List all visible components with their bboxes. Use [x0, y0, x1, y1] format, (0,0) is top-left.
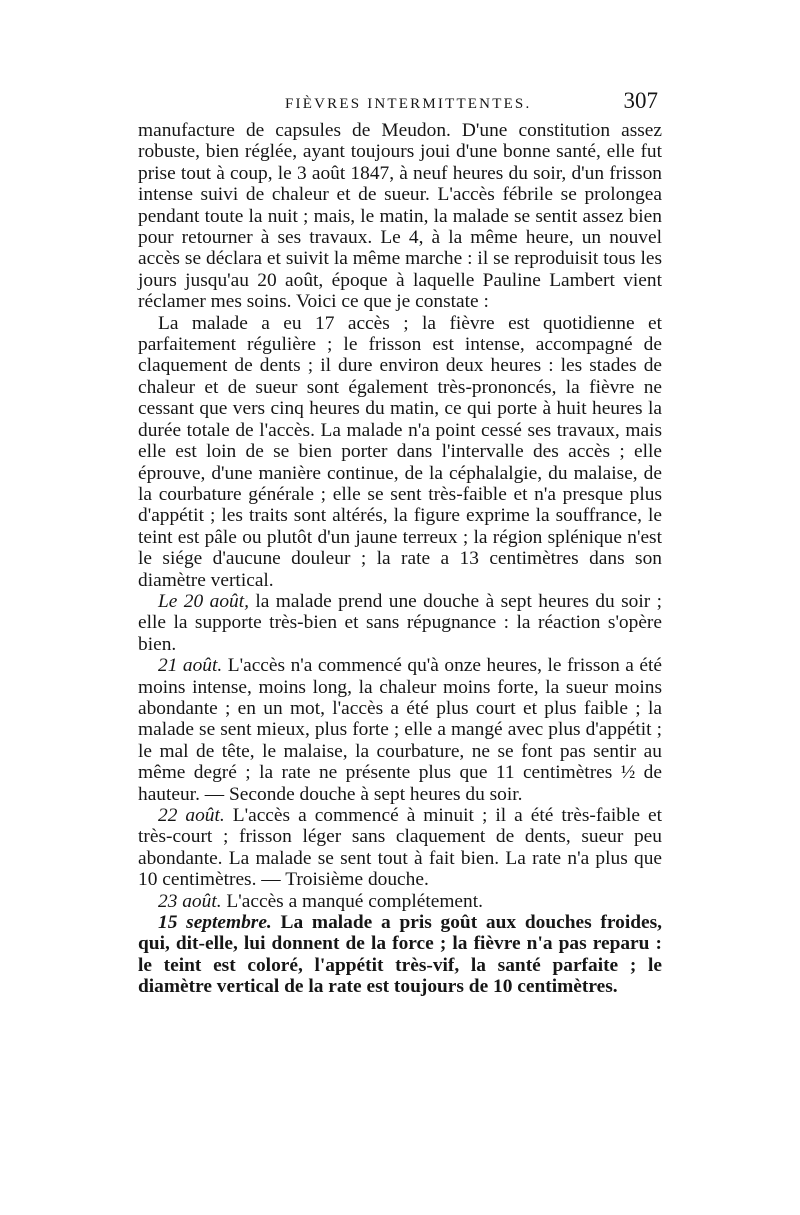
body-text — [138, 120, 662, 998]
date-label: 15 septembre. — [158, 912, 272, 934]
date-label: 23 août. — [158, 890, 222, 912]
date-label: Le 20 août, — [158, 590, 249, 612]
paragraph-20-aout: Le 20 août, la malade prend une douche à sept heures du soir ; elle la supporte très-bien et sans répugnance : la réaction s'opère bien. — [138, 590, 662, 655]
paragraph-15-septembre: 15 septembre. La malade a pris goût aux douches froides, qui, dit-elle, lui donnent de la force ; la fièvre n'a pas reparu : le teint est coloré, l'appétit très-vif, la santé parfaite ; le diamètre vertical de la rate est toujours de 10 centimètres. — [138, 912, 663, 998]
page-header — [138, 88, 658, 120]
paragraph-21-aout: 21 août. L'accès n'a commencé qu'à onze heures, le frisson a été moins intense, moins long, la chaleur moins forte, la sueur moins abondante ; en un mot, l'accès a été plus court et plus faible ; la malade se sent mieux, plus forte ; elle a mangé avec plus d'appétit ; le mal de tête, le malaise, la courbature, ne se font pas sentir au même degré ; la rate ne présente plus que 11 centimètres ½ de hauteur. — Seconde douche à sept heures du soir. — [138, 655, 662, 805]
page-number: 307 — [623, 88, 658, 113]
date-label: 21 août. — [158, 655, 223, 677]
paragraph-23-aout: 23 août. L'accès a manqué complétement. — [158, 890, 483, 912]
running-title: FIÈVRES INTERMITTENTES. — [285, 96, 532, 112]
paragraph-22-aout: 22 août. L'accès a commencé à minuit ; il a été très-faible et très-court ; frisson léger sans claquement de dents, sueur peu abondante. La malade se sent tout à fait bien. La rate n'a plus que 10 centimètres. — Troisième douche. — [138, 805, 662, 891]
paragraph-intro: manufacture de capsules de Meudon. D'une constitution assez robuste, bien réglée, ayant toujours joui d'une bonne santé, elle fut prise tout à coup, le 3 août 1847, à neuf heures du soir, d'un frisson intense suivi de chaleur et de sueur. L'accès fébrile se prolongea pendant toute la nuit ; mais, le matin, la malade se sentit assez bien pour retourner à ses travaux. Le 4, à la même heure, un nouvel accès se déclara et suivit la même marche : il se reproduisit tous les jours jusqu'au 20 août, époque à laquelle Pauline Lambert vient réclamer mes soins. Voici ce que je constate : — [138, 120, 662, 313]
date-label: 22 août. — [158, 805, 225, 826]
paragraph-observation: La malade a eu 17 accès ; la fièvre est quotidienne et parfaitement régulière ; le frisson est intense, accompagné de claquement de dents ; il dure environ deux heures : les stades de chaleur et de sueur sont également très-prononcés, la fièvre ne cessant que vers cinq heures du matin, ce qui porte à huit heures la durée totale de l'accès. La malade n'a point cessé ses travaux, mais elle est loin de se bien porter dans l'intervalle des accès ; elle éprouve, d'une manière continue, de la céphalalgie, du malaise, de la courbature générale ; elle se sent très-faible et n'a presque plus d'appétit ; les traits sont altérés, la figure exprime la souffrance, le teint est pâle ou plutôt d'un jaune terreux ; la région splénique n'est le siége d'aucune douleur ; la rate a 13 centimètres dans son diamètre vertical. — [138, 312, 662, 591]
